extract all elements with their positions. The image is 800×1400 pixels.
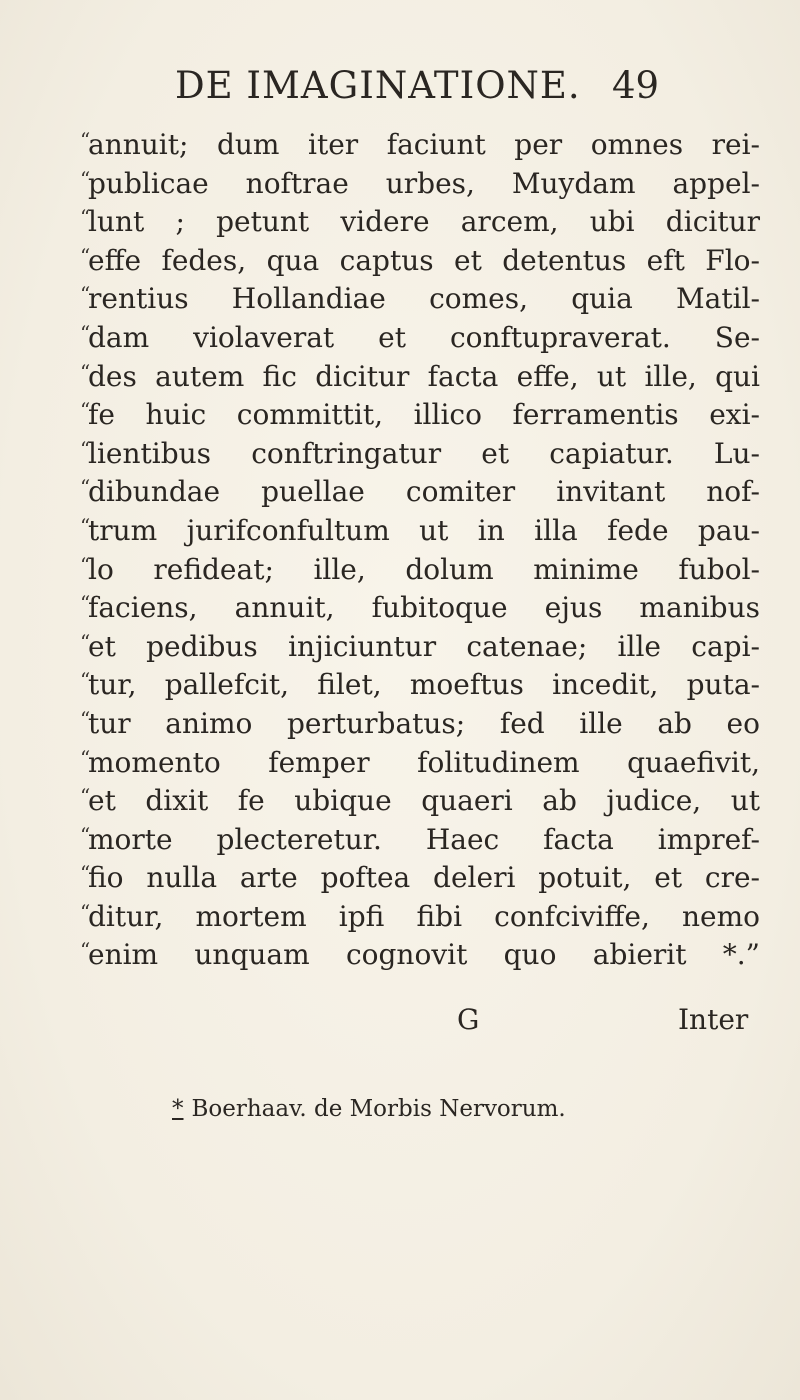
- line-text: enim unquam cognovit quo abierit *.”: [88, 938, 760, 972]
- quote-mark: “: [80, 629, 91, 654]
- line-text: effe fedes, qua captus et detentus eft Flo-: [88, 243, 760, 277]
- quote-mark: “: [80, 282, 91, 307]
- quote-mark: “: [80, 166, 91, 191]
- quote-mark: “: [80, 706, 91, 731]
- line-text: lo refideat; ille, dolum minime fubol-: [88, 552, 760, 586]
- line-text: des autem fic dicitur facta effe, ut ille, qui: [88, 359, 760, 393]
- line-text: trum jurifconfultum ut in illa fede pau-: [88, 513, 760, 547]
- quote-mark: “: [80, 205, 91, 230]
- line-text: lunt ; petunt videre arcem, ubi dicitur: [88, 205, 760, 239]
- quote-mark: “: [80, 822, 91, 847]
- line-text: rentius Hollandiae comes, quia Matil-: [88, 282, 760, 316]
- quote-mark: “: [80, 668, 91, 693]
- quote-mark: “: [80, 243, 91, 268]
- page-header: [0, 64, 800, 124]
- text-line: [80, 551, 760, 590]
- quote-mark: “: [80, 398, 91, 423]
- line-text: dibundae puellae comiter invitant nof-: [88, 475, 760, 509]
- text-line: [80, 358, 760, 397]
- line-text: ditur, mortem ipfi fibi confciviffe, nemo: [88, 899, 760, 933]
- signature-mark: G: [457, 1003, 480, 1036]
- quote-mark: “: [80, 359, 91, 384]
- line-text: dam violaverat et conftupraverat. Se-: [88, 320, 760, 354]
- quote-mark: “: [80, 128, 91, 152]
- text-line: [80, 705, 760, 744]
- quote-mark: “: [80, 320, 91, 345]
- text-line: [80, 242, 760, 281]
- line-text: tur animo perturbatus; fed ille ab eo: [88, 706, 760, 740]
- text-line: [80, 512, 760, 551]
- quote-mark: “: [80, 513, 91, 538]
- text-line: [80, 396, 760, 435]
- quote-mark: “: [80, 591, 91, 616]
- line-text: lientibus conftringatur et capiatur. Lu-: [88, 436, 760, 470]
- catchline: [0, 1003, 800, 1043]
- quote-mark: “: [80, 861, 91, 886]
- line-text: tur, pallefcit, filet, moeftus incedit, puta-: [88, 668, 760, 702]
- text-line: [80, 280, 760, 319]
- quote-mark: “: [80, 745, 91, 770]
- quote-mark: “: [80, 938, 91, 963]
- text-line: [80, 782, 760, 821]
- line-text: morte plecteretur. Haec facta impref-: [88, 822, 760, 856]
- line-text: annuit; dum iter faciunt per omnes rei-: [88, 128, 760, 161]
- quote-mark: “: [80, 552, 91, 577]
- text-line: [80, 473, 760, 512]
- line-text: et pedibus injiciuntur catenae; ille capi-: [88, 629, 760, 663]
- text-line: [80, 319, 760, 358]
- text-line: [80, 821, 760, 860]
- footnote-marker: *: [172, 1096, 184, 1122]
- text-line: [80, 628, 760, 667]
- line-text: fe huic committit, illico ferramentis exi-: [88, 398, 760, 432]
- quote-mark: “: [80, 899, 91, 924]
- quote-mark: “: [80, 475, 91, 500]
- line-text: momento femper folitudinem quaefivit,: [88, 745, 760, 779]
- footnote: [172, 1096, 566, 1122]
- running-title: DE IMAGINATIONE.: [175, 64, 581, 107]
- text-line: [80, 859, 760, 898]
- text-line: [80, 589, 760, 628]
- text-line: [80, 435, 760, 474]
- quote-mark: “: [80, 784, 91, 809]
- line-text: faciens, annuit, fubitoque ejus manibus: [88, 591, 760, 625]
- body-text: [80, 126, 760, 975]
- catchword: Inter: [678, 1003, 749, 1036]
- text-line: [80, 203, 760, 242]
- text-line: [80, 936, 760, 975]
- quote-mark: “: [80, 436, 91, 461]
- text-line: [80, 165, 760, 204]
- text-line: [80, 126, 760, 165]
- line-text: fio nulla arte poftea deleri potuit, et cre-: [88, 861, 760, 895]
- page-number: 49: [612, 64, 660, 107]
- line-text: publicae noftrae urbes, Muydam appel-: [88, 166, 760, 200]
- text-line: [80, 666, 760, 705]
- text-line: [80, 898, 760, 937]
- line-text: et dixit fe ubique quaeri ab judice, ut: [88, 784, 760, 818]
- text-line: [80, 744, 760, 783]
- footnote-text: Boerhaav. de Morbis Nervorum.: [191, 1096, 566, 1122]
